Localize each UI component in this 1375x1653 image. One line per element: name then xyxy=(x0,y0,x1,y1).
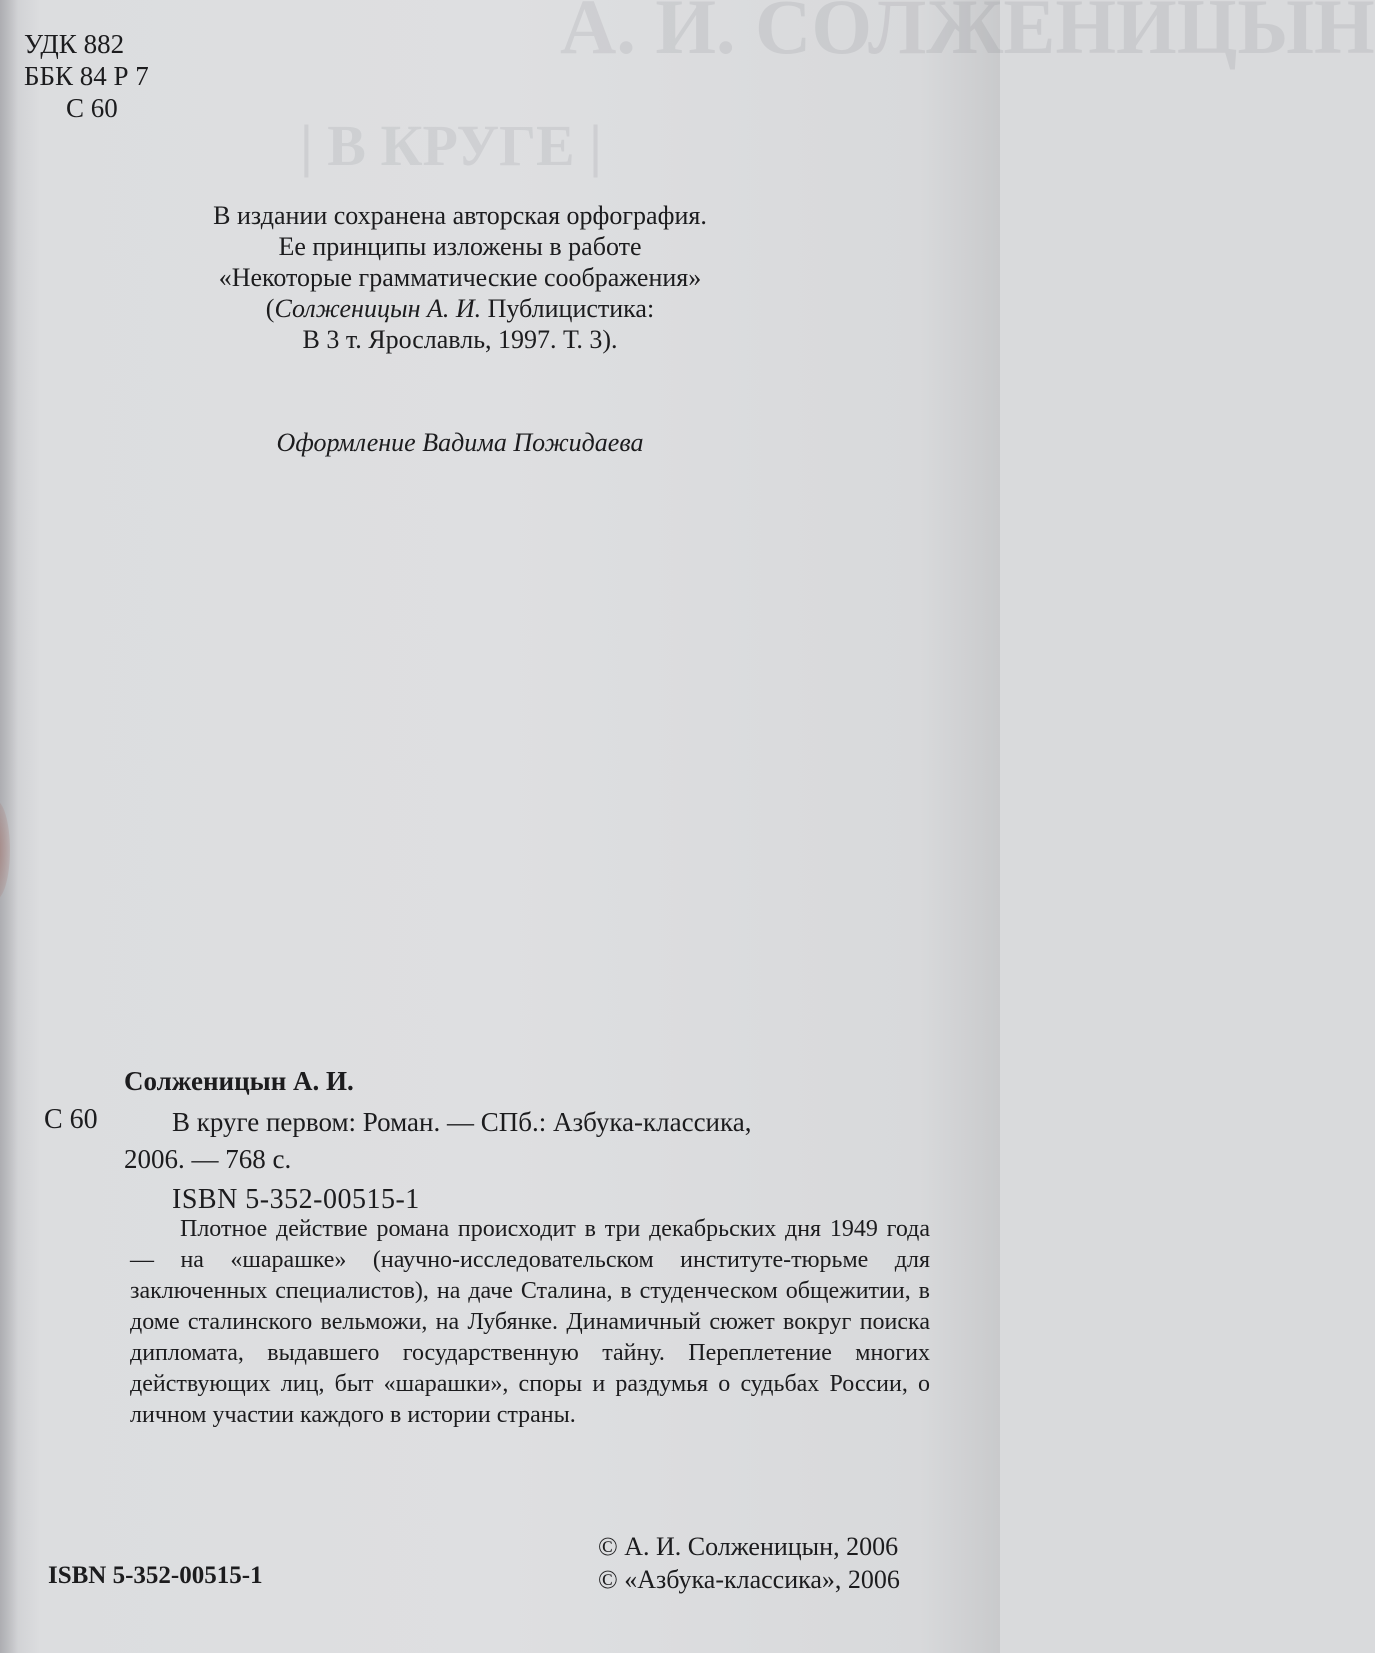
catalog-entry xyxy=(124,1104,924,1178)
annotation xyxy=(130,1214,930,1431)
footer-isbn: ISBN 5-352-00515-1 xyxy=(48,1562,263,1589)
catalog-mark: С 60 xyxy=(44,1104,98,1135)
design-credit: Оформление Вадима Пожидаева xyxy=(276,428,644,457)
show-through-subtitle: | В КРУГЕ | xyxy=(300,113,602,178)
catalog-entry-line-2: 2006. — 768 с. xyxy=(124,1144,292,1174)
note-line-4-rest: Публицистика: xyxy=(481,294,655,323)
note-paren: ( xyxy=(265,294,275,323)
note-line-1: В издании сохранена авторская орфография. xyxy=(213,201,707,230)
copyright-publisher: © «Азбука-классика», 2006 xyxy=(598,1565,900,1594)
author-mark: С 60 xyxy=(66,93,118,123)
copyright-notices xyxy=(598,1530,900,1596)
annotation-text: Плотное действие романа происходит в три декабрьских дня 1949 года — на «шарашке» (научно-исследовательском институте-тюрьме для заключенных специалистов), на даче Сталина, в студенческом общежитии, в доме сталинского вельможи, на Лубянке. Динамичный сюжет вокруг поиска дипломата, выдавшего государственную тайну. Переплетение многих действующих лиц, быт «шарашки», споры и раздумья о судьбах России, о личном участии каждого в истории страны. xyxy=(130,1216,930,1428)
note-author-italic: Солженицын А. И. xyxy=(274,294,482,323)
catalog-entry-line-1: В круге первом: Роман. — СПб.: Азбука-классика, xyxy=(172,1107,752,1137)
note-line-4 xyxy=(160,293,760,324)
classification-codes xyxy=(24,28,149,124)
catalog-isbn: ISBN 5-352-00515-1 xyxy=(172,1184,420,1215)
show-through-title: А. И. СОЛЖЕНИЦЫН xyxy=(560,0,1375,70)
bbk-code: ББК 84 Р 7 xyxy=(24,61,149,91)
note-line-3: «Некоторые грамматические соображения» xyxy=(218,263,702,292)
udk-code: УДК 882 xyxy=(24,29,125,59)
orthography-note xyxy=(160,200,760,355)
catalog-author: Солженицын А. И. xyxy=(124,1066,354,1096)
copyright-author: © А. И. Солженицын, 2006 xyxy=(598,1532,899,1561)
note-line-5: В 3 т. Ярославль, 1997. Т. 3). xyxy=(302,325,618,354)
note-line-2: Ее принципы изложены в работе xyxy=(278,232,642,261)
